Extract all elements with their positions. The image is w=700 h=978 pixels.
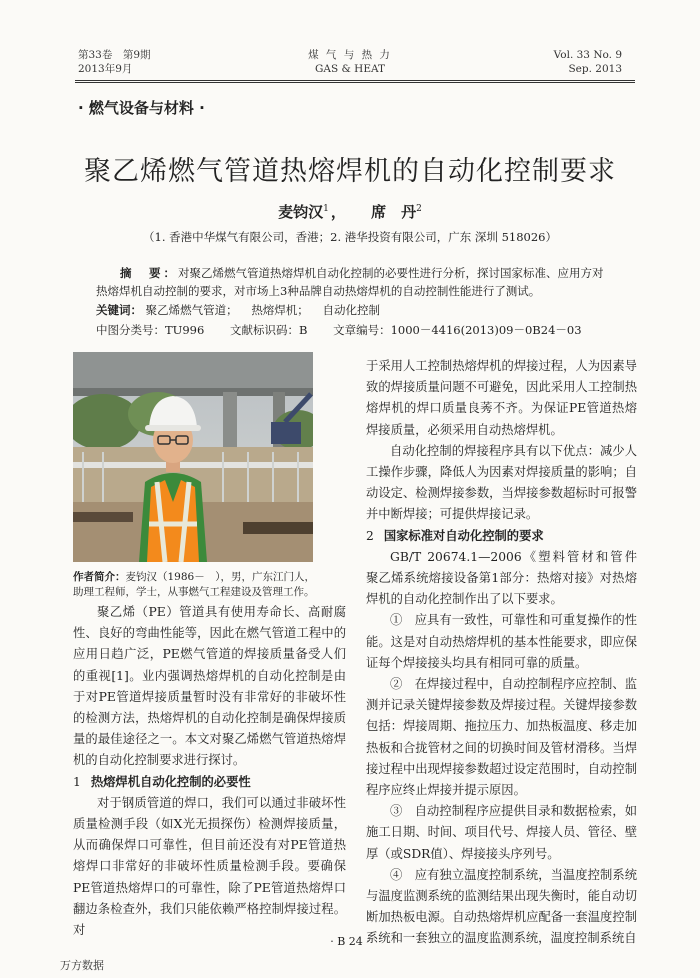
article-title: 聚乙烯燃气管道热熔焊机的自动化控制要求 (84, 156, 616, 187)
section-tag: · 燃气设备与材料 · (78, 99, 205, 117)
issue-date-en: Sep. 2013 (568, 63, 622, 75)
watermark: 万方数据 (60, 959, 104, 972)
author-list: 麦钧汉$^1$ ， 席 丹$^2$ (278, 203, 422, 221)
section-title: 热熔焊机自动化控制的必要性 (90, 774, 251, 789)
intro-paragraph: 聚乙烯（PE）管道具有使用寿命长、高耐腐性、良好的弯曲性能等，因此在燃气管道工程中的应用日趋广泛，PE燃气管道的焊接质量备受人们的重视[1]。业内强调热熔焊机的自动化控制是由于对PE管道焊接质量暂时没有非常好的非破坏性的检测方法，热熔焊机的自动化控制是确保焊接质量的最佳途径之一。本文对聚乙烯燃气管道热熔焊机的自动化控制要求进行探讨。 (73, 605, 346, 768)
classification-info (96, 322, 616, 338)
document-code: 文献标识码：B (229, 323, 308, 337)
author-name: 麦钧汉 (278, 203, 324, 221)
abstract-label: 摘 要： (120, 266, 178, 280)
body-paragraph: 对于钢质管道的焊口，我们可以通过非破坏性质量检测手段（如X光无损探伤）检测焊接质量，从而确保焊口可靠性，但目前还没有对PE管道热熔焊口非常好的非破坏性质量检测手段。要确保PE管道热熔焊口的可靠性，除了PE管道热熔焊口翻边条检查外，我们只能依赖严格控制焊接过程。对 (73, 795, 346, 938)
author-affil-mark: 1 (323, 204, 329, 214)
body-paragraph: GB/T 20674.1—2006《塑料管材和管件 聚乙烯系统熔接设备第1部分：热熔对接》对热熔焊机的自动化控制作出了以下要求。 (366, 549, 650, 607)
requirement-item: ③ 自动控制程序应提供目录和数据检索，如施工日期、时间、项目代号、焊接人员、管径、壁厚（或SDR值）、焊接接头序列号。 (366, 804, 637, 861)
journal-name-cn: 煤 气 与 热 力 (308, 49, 392, 61)
author-bio-label: 作者简介： (73, 571, 126, 583)
right-column (366, 356, 650, 950)
section-number: 1 (73, 774, 81, 789)
requirement-item: ② 在焊接过程中，自动控制程序应控制、监测并记录关键焊接参数及焊接过程。关键焊接参数包括：焊接周期、拖拉压力、加热板温度、移走加热板和合拢管材之间的切换时间及管材滑移。当焊接过程中出现焊接参数超过设定范围时，自动控制程序应终止焊接并提示原因。 (366, 677, 637, 798)
author-bio (73, 570, 325, 600)
body-paragraph-continued: 于采用人工控制热熔焊机的焊接过程，人为因素导致的焊接质量问题不可避免，因此采用人工控制热熔焊机的焊口质量良莠不齐。为保证PE管道热熔焊接质量，必须采用自动热熔焊机。 (366, 359, 637, 437)
abstract (96, 264, 606, 300)
keyword: 聚乙烯燃气管道； (145, 303, 238, 317)
keywords-label: 关键词： (96, 303, 142, 317)
journal-volume-en (554, 48, 622, 76)
section-title: 国家标准对自动化控制的要求 (383, 528, 544, 543)
author-name: 席 丹 (371, 203, 417, 221)
section-number: 2 (366, 528, 374, 543)
issue-date: 2013年9月 (78, 63, 133, 75)
requirement-item: ④ 应有独立温度控制系统，当温度控制系统与温度监测系统的监测结果出现失衡时，能自动切断加热板电源。自动热熔焊机应配备一套温度控制系统和一套独立的温度监测系统，温度控制系统自 (366, 867, 637, 946)
keywords (96, 302, 606, 318)
article-number: 文章编号：1000－4416(2013)09－0B24－03 (333, 323, 582, 337)
keyword: 自动化控制 (322, 303, 380, 317)
author-photo (73, 352, 313, 562)
left-column (73, 602, 346, 941)
abstract-text: 对聚乙烯燃气管道热熔焊机自动化控制的必要性进行分析，探讨国家标准、应用方对热熔焊机自动控制的要求，对市场上3种品牌自动热熔焊机的自动控制性能进行了测试。 (96, 266, 604, 298)
volume-issue-en: Vol. 33 No. 9 (553, 49, 622, 61)
section-heading-1 (73, 772, 346, 793)
requirement-item: ① 应具有一致性，可靠性和可重复操作的性能。这是对自动热熔焊机的基本性能要求，即应保证每个焊接接头均具有相同可靠的质量。 (366, 613, 637, 670)
header-rule (75, 80, 635, 81)
affiliation: （1. 香港中华煤气有限公司，香港；2. 港华投资有限公司，广东 深圳 518026） (143, 230, 557, 244)
journal-name-en: GAS & HEAT (314, 63, 386, 75)
page-number: · B 24 · (330, 935, 370, 948)
volume-issue: 第33卷 第9期 (78, 49, 151, 61)
clc-number: 中图分类号：TU996 (96, 323, 205, 337)
header-rule-double (75, 82, 635, 83)
section-heading-2 (366, 526, 637, 547)
body-paragraph: 自动化控制的焊接程序具有以下优点：减少人工操作步骤，降低人为因素对焊接质量的影响；自动设定、检测焊接参数，当焊接参数超标时可报警并中断焊接；可提供焊接记录。 (366, 443, 637, 522)
author-affil-mark: 2 (416, 204, 422, 214)
keyword: 热熔焊机； (251, 303, 309, 317)
author-bio-text: 麦钧汉（1986－ ），男，广东江门人，助理工程师，学士，从事燃气工程建设及管理工作。 (73, 571, 315, 598)
